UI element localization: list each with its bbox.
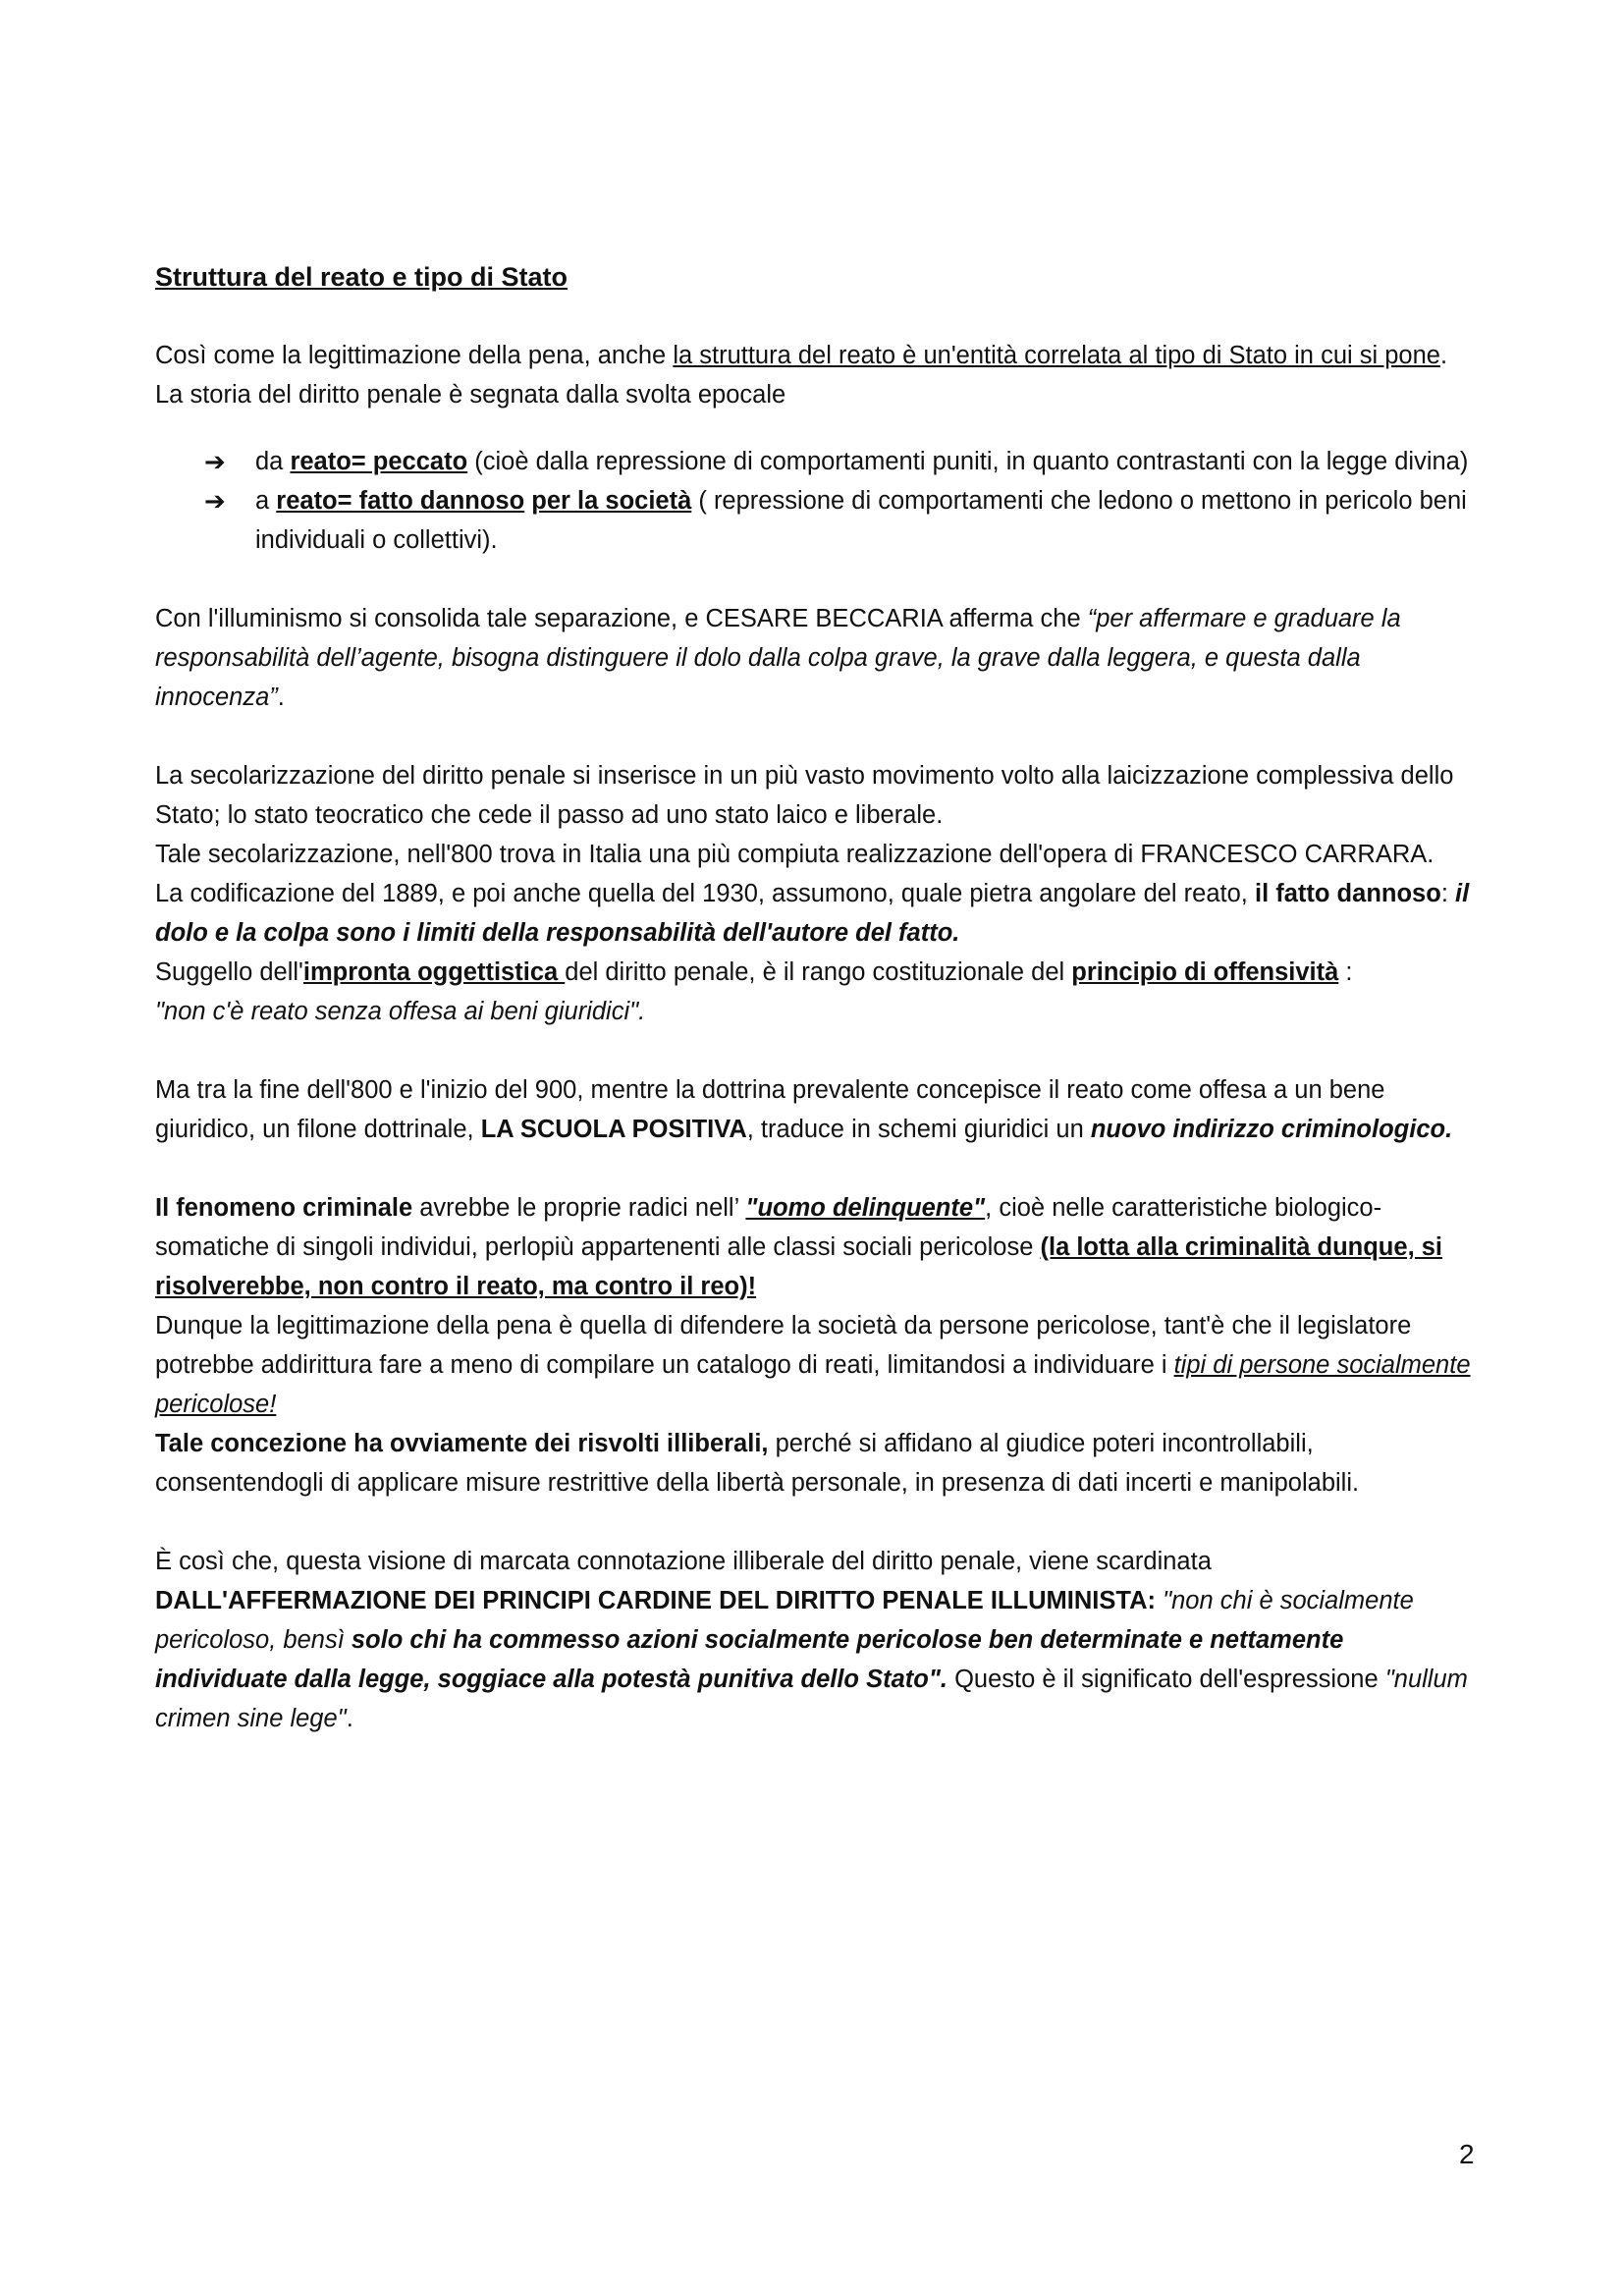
document-page xyxy=(155,257,1476,1738)
text-span: Così come la legittimazione della pena, anche xyxy=(155,342,674,369)
paragraph-beccaria xyxy=(155,599,1476,717)
text-span: da xyxy=(255,448,291,475)
text-span: La codificazione del 1889, e poi anche quella del 1930, assumono, quale pietra angolare del reato, xyxy=(155,880,1255,907)
arrow-list xyxy=(155,442,1476,560)
bold-text: Il fenomeno criminale xyxy=(155,1194,413,1222)
text-span: , cioè nelle caratteristiche biologico-somatiche di singoli individui, perlopiù appartenenti alle classi sociali pericolose xyxy=(155,1194,1382,1261)
text-span: La storia del diritto penale è segnata dalla svolta epocale xyxy=(155,381,786,409)
bold-underlined-text: (la lotta alla criminalità dunque, si risolverebbe, non contro il reato, ma contro il reo)! xyxy=(155,1233,1443,1300)
page-number: 2 xyxy=(1459,2139,1475,2169)
text-span xyxy=(1156,1587,1163,1614)
bold-underlined-text: principio di offensività xyxy=(1071,958,1339,986)
text-span: Dunque la legittimazione della pena è quella di difendere la società da persone pericolose, tant'è che il legislatore potrebbe addirittura fare a meno di compilare un catalogo di reati, limitandosi a individuare i xyxy=(155,1312,1412,1379)
underlined-text: la struttura del reato è un'entità correlata al tipo di Stato in cui si pone xyxy=(673,342,1440,369)
paragraph-scuola-positiva xyxy=(155,1070,1476,1149)
bold-italic-text: nuovo indirizzo criminologico. xyxy=(1090,1116,1453,1143)
list-item xyxy=(155,481,1476,560)
list-item xyxy=(155,442,1476,481)
text-span: : xyxy=(1440,880,1455,907)
paragraph-illuminismo xyxy=(155,1542,1476,1738)
text-span: Tale secolarizzazione, nell'800 trova in Italia una più compiuta realizzazione dell'opera di FRANCESCO CARRARA. xyxy=(155,841,1435,868)
text-span: . xyxy=(346,1705,353,1732)
italic-underlined-text: tipi di persone socialmente pericolose! xyxy=(155,1351,1471,1418)
italic-quote: “per affermare e graduare la responsabilità dell’agente, bisogna distinguere il dolo dalla colpa grave, la grave dalla leggera, e questa dalla innocenza” xyxy=(155,605,1401,711)
text-span: Con l'illuminismo si consolida tale separazione, e CESARE BECCARIA afferma che xyxy=(155,605,1088,632)
paragraph-intro xyxy=(155,336,1476,414)
text-span: , traduce in schemi giuridici un xyxy=(746,1116,1091,1143)
text-span: È così che, questa visione di marcata connotazione illiberale del diritto penale, viene scardinata xyxy=(155,1548,1212,1575)
bold-italic-text: solo chi ha commesso azioni socialmente pericolose ben determinate e nettamente individuate dalla legge, soggiace alla potestà punitiva dello Stato". xyxy=(155,1626,1344,1693)
text-span: ( repressione di comportamenti che ledono o mettono in pericolo beni individuali o collettivi). xyxy=(255,487,1467,554)
text-span: . xyxy=(1439,342,1448,369)
bold-underlined-text: impronta oggettistica xyxy=(302,958,566,986)
bold-text: il fatto dannoso xyxy=(1254,880,1441,907)
text-span: La secolarizzazione del diritto penale si inserisce in un più vasto movimento volto alla laicizzazione complessiva dello Stato; lo stato teocratico che cede il passo ad uno stato laico e liberale. xyxy=(155,762,1454,829)
text-span: (cioè dalla repressione di comportamenti puniti, in quanto contrastanti con la legge divina) xyxy=(467,448,1469,475)
text-span: : xyxy=(1338,958,1353,986)
paragraph-secolarizzazione xyxy=(155,756,1476,1031)
bold-italic-text: il dolo e la colpa sono i limiti della responsabilità dell'autore del fatto. xyxy=(155,880,1470,947)
text-span: Questo è il significato dell'espressione xyxy=(947,1666,1385,1693)
bold-underlined-text: reato= peccato xyxy=(290,448,468,475)
italic-quote: "non c'è reato senza offesa ai beni giuridici". xyxy=(155,998,646,1025)
bold-text: Tale concezione ha ovviamente dei risvolti illiberali, xyxy=(155,1430,769,1457)
text-span: avrebbe le proprie radici nell’ xyxy=(412,1194,746,1222)
arrow-right-icon: ➔ xyxy=(204,486,226,516)
text-span: del diritto penale, è il rango costituzionale del xyxy=(565,958,1072,986)
bold-text: DALL'AFFERMAZIONE DEI PRINCIPI CARDINE DEL DIRITTO PENALE ILLUMINISTA: xyxy=(155,1587,1156,1614)
text-span: perché si affidano al giudice poteri incontrollabili, consentendogli di applicare misure restrittive della libertà personale, in presenza di dati incerti e manipolabili. xyxy=(155,1430,1360,1497)
text-span: Ma tra la fine dell'800 e l'inizio del 900, mentre la dottrina prevalente concepisce il reato come offesa a un bene giuridico, un filone dottrinale, xyxy=(155,1076,1385,1143)
bold-text: LA SCUOLA POSITIVA xyxy=(480,1116,747,1143)
text-span: a xyxy=(255,487,277,515)
italic-quote: "nullum crimen sine lege" xyxy=(155,1666,1468,1732)
paragraph-fenomeno-criminale xyxy=(155,1188,1476,1503)
italic-quote: "non chi è socialmente pericoloso, bensì xyxy=(155,1587,1414,1654)
text-span: Suggello dell' xyxy=(155,958,303,986)
text-span: . xyxy=(277,683,285,711)
bold-underlined-text: reato= fatto dannoso xyxy=(276,487,525,515)
arrow-right-icon: ➔ xyxy=(204,447,226,476)
bold-underlined-text: per la società xyxy=(531,487,692,515)
section-title: Struttura del reato e tipo di Stato xyxy=(155,262,568,292)
bold-italic-underlined-text: "uomo delinquente" xyxy=(745,1194,986,1222)
